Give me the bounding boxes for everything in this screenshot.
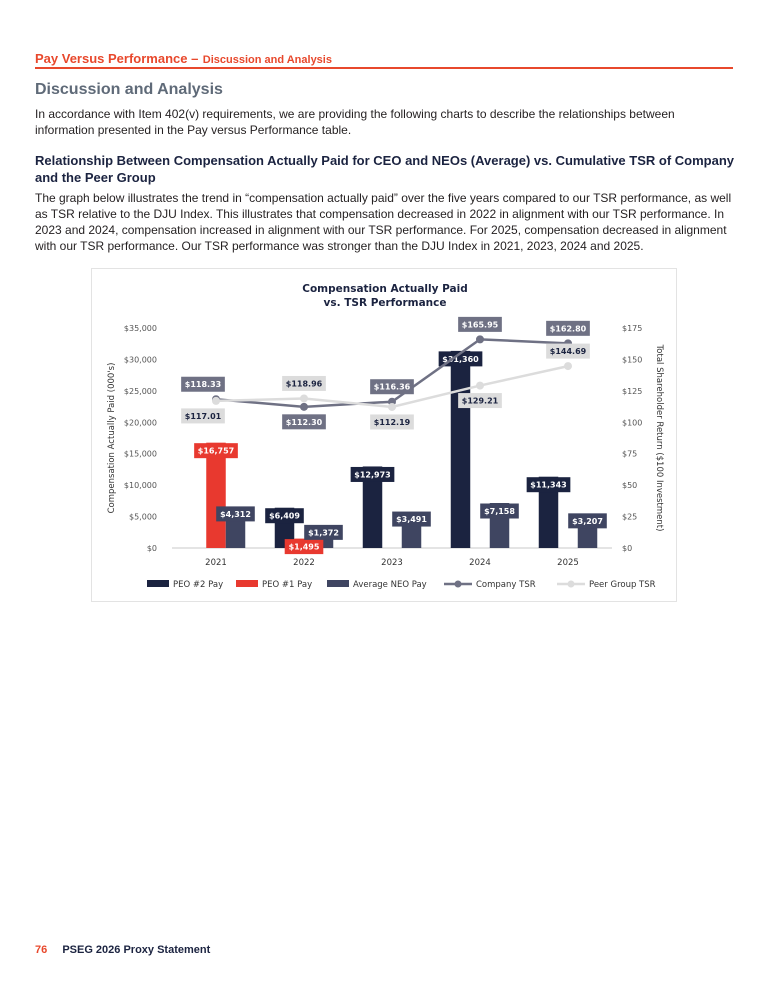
y-tick-label: $25,000	[123, 386, 157, 396]
y-tick-label: $0	[146, 544, 157, 553]
x-tick-label: 2023	[381, 558, 403, 568]
series-line	[216, 339, 568, 406]
bar-data-label: $31,360	[442, 354, 479, 364]
y2-tick-label: $0	[622, 544, 633, 553]
intro-paragraph: In accordance with Item 402(v) requirements, we are providing the following charts to describe the relationships between information presented in the Pay versus Performance table.	[35, 107, 675, 137]
y-tick-label: $35,000	[123, 324, 157, 333]
line-data-label: $118.33	[184, 380, 222, 390]
legend-swatch-point	[455, 581, 462, 588]
line-point	[388, 403, 396, 411]
legend-label: Company TSR	[476, 580, 536, 590]
bar-data-label: $4,312	[220, 509, 251, 519]
bar-data-label: $7,158	[484, 507, 515, 517]
y-axis-label: Compensation Actually Paid (000's)	[107, 362, 117, 514]
bar-data-label: $11,343	[530, 480, 567, 490]
chart-container	[91, 268, 677, 602]
x-tick-label: 2022	[293, 558, 315, 568]
legend-swatch	[327, 580, 349, 587]
y2-tick-label: $75	[622, 449, 638, 459]
section-subtitle: Discussion and Analysis	[202, 54, 332, 66]
line-point	[476, 335, 484, 343]
bar	[402, 526, 422, 548]
chart-title: Compensation Actually Paid	[302, 283, 468, 295]
legend-label: PEO #1 Pay	[262, 580, 313, 590]
bar-data-label: $16,757	[197, 446, 235, 456]
section-header	[35, 50, 332, 68]
line-point	[212, 397, 220, 405]
body-paragraph: The graph below illustrates the trend in “compensation actually paid” over the five years compared to our TSR performance, as well as TSR relative to the DJU Index. This illustrates that compensation decreased in 2022 in alignment with our TSR performance. In 2023 and 2024, compensation increased in alignment with our TSR performance. For 2025, compensation decreased in alignment with our TSR performance. Our TSR performance was stronger than the DJU Index in 2021, 2023, 2024 and 2025.	[35, 191, 732, 253]
y2-tick-label: $150	[622, 355, 643, 365]
line-data-label: $144.69	[549, 347, 587, 357]
bar-data-label: $3,207	[572, 516, 603, 526]
y2-tick-label: $50	[622, 481, 638, 491]
page-footer	[35, 944, 210, 956]
line-data-label: $162.80	[549, 324, 587, 334]
legend-swatch	[236, 580, 258, 587]
legend-swatch-point	[568, 581, 575, 588]
header-rule	[35, 67, 733, 69]
bar-data-label: $1,495	[288, 542, 320, 552]
x-tick-label: 2024	[469, 558, 491, 568]
y-tick-label: $5,000	[129, 512, 157, 522]
pay-vs-performance-chart	[92, 269, 678, 603]
line-data-label: $112.19	[373, 417, 411, 427]
bar	[578, 528, 598, 548]
y2-tick-label: $25	[622, 512, 638, 522]
y-tick-label: $15,000	[123, 449, 157, 459]
page-number: 76	[35, 944, 48, 956]
chart-subtitle: vs. TSR Performance	[323, 297, 447, 309]
line-data-label: $118.96	[285, 379, 323, 389]
line-data-label: $117.01	[184, 411, 222, 421]
legend-label: Average NEO Pay	[353, 580, 427, 590]
bar	[206, 443, 226, 548]
bar-data-label: $1,372	[308, 528, 339, 538]
line-point	[564, 362, 572, 370]
line-data-label: $129.21	[461, 396, 499, 406]
y2-tick-label: $175	[622, 324, 643, 333]
line-point	[300, 394, 308, 402]
bar-data-label: $12,973	[354, 470, 391, 480]
line-data-label: $112.30	[285, 417, 323, 427]
y2-tick-label: $100	[622, 418, 643, 428]
y2-tick-label: $125	[622, 386, 643, 396]
x-tick-label: 2021	[205, 558, 227, 568]
page-title: Discussion and Analysis	[35, 81, 223, 98]
y-tick-label: $30,000	[123, 355, 157, 365]
bar-data-label: $6,409	[269, 511, 300, 521]
publication-name: PSEG 2026 Proxy Statement	[62, 944, 211, 956]
legend-label: PEO #2 Pay	[173, 580, 224, 590]
x-tick-label: 2025	[557, 558, 579, 568]
y-tick-label: $20,000	[123, 418, 157, 428]
bar	[226, 521, 246, 548]
bar	[451, 351, 471, 548]
line-point	[300, 403, 308, 411]
y2-axis-label: Total Shareholder Return ($100 Investment)	[654, 344, 664, 532]
bar-data-label: $3,491	[396, 515, 427, 525]
line-point	[476, 382, 484, 390]
legend-label: Peer Group TSR	[589, 580, 656, 590]
line-data-label: $165.95	[461, 320, 499, 330]
chart-subheading: Relationship Between Compensation Actually Paid for CEO and NEOs (Average) vs. Cumulative TSR of Company and the Peer Group	[35, 153, 734, 185]
section-title: Pay Versus Performance –	[35, 51, 199, 66]
y-tick-label: $10,000	[123, 481, 157, 491]
line-data-label: $116.36	[373, 382, 411, 392]
legend-swatch	[147, 580, 169, 587]
